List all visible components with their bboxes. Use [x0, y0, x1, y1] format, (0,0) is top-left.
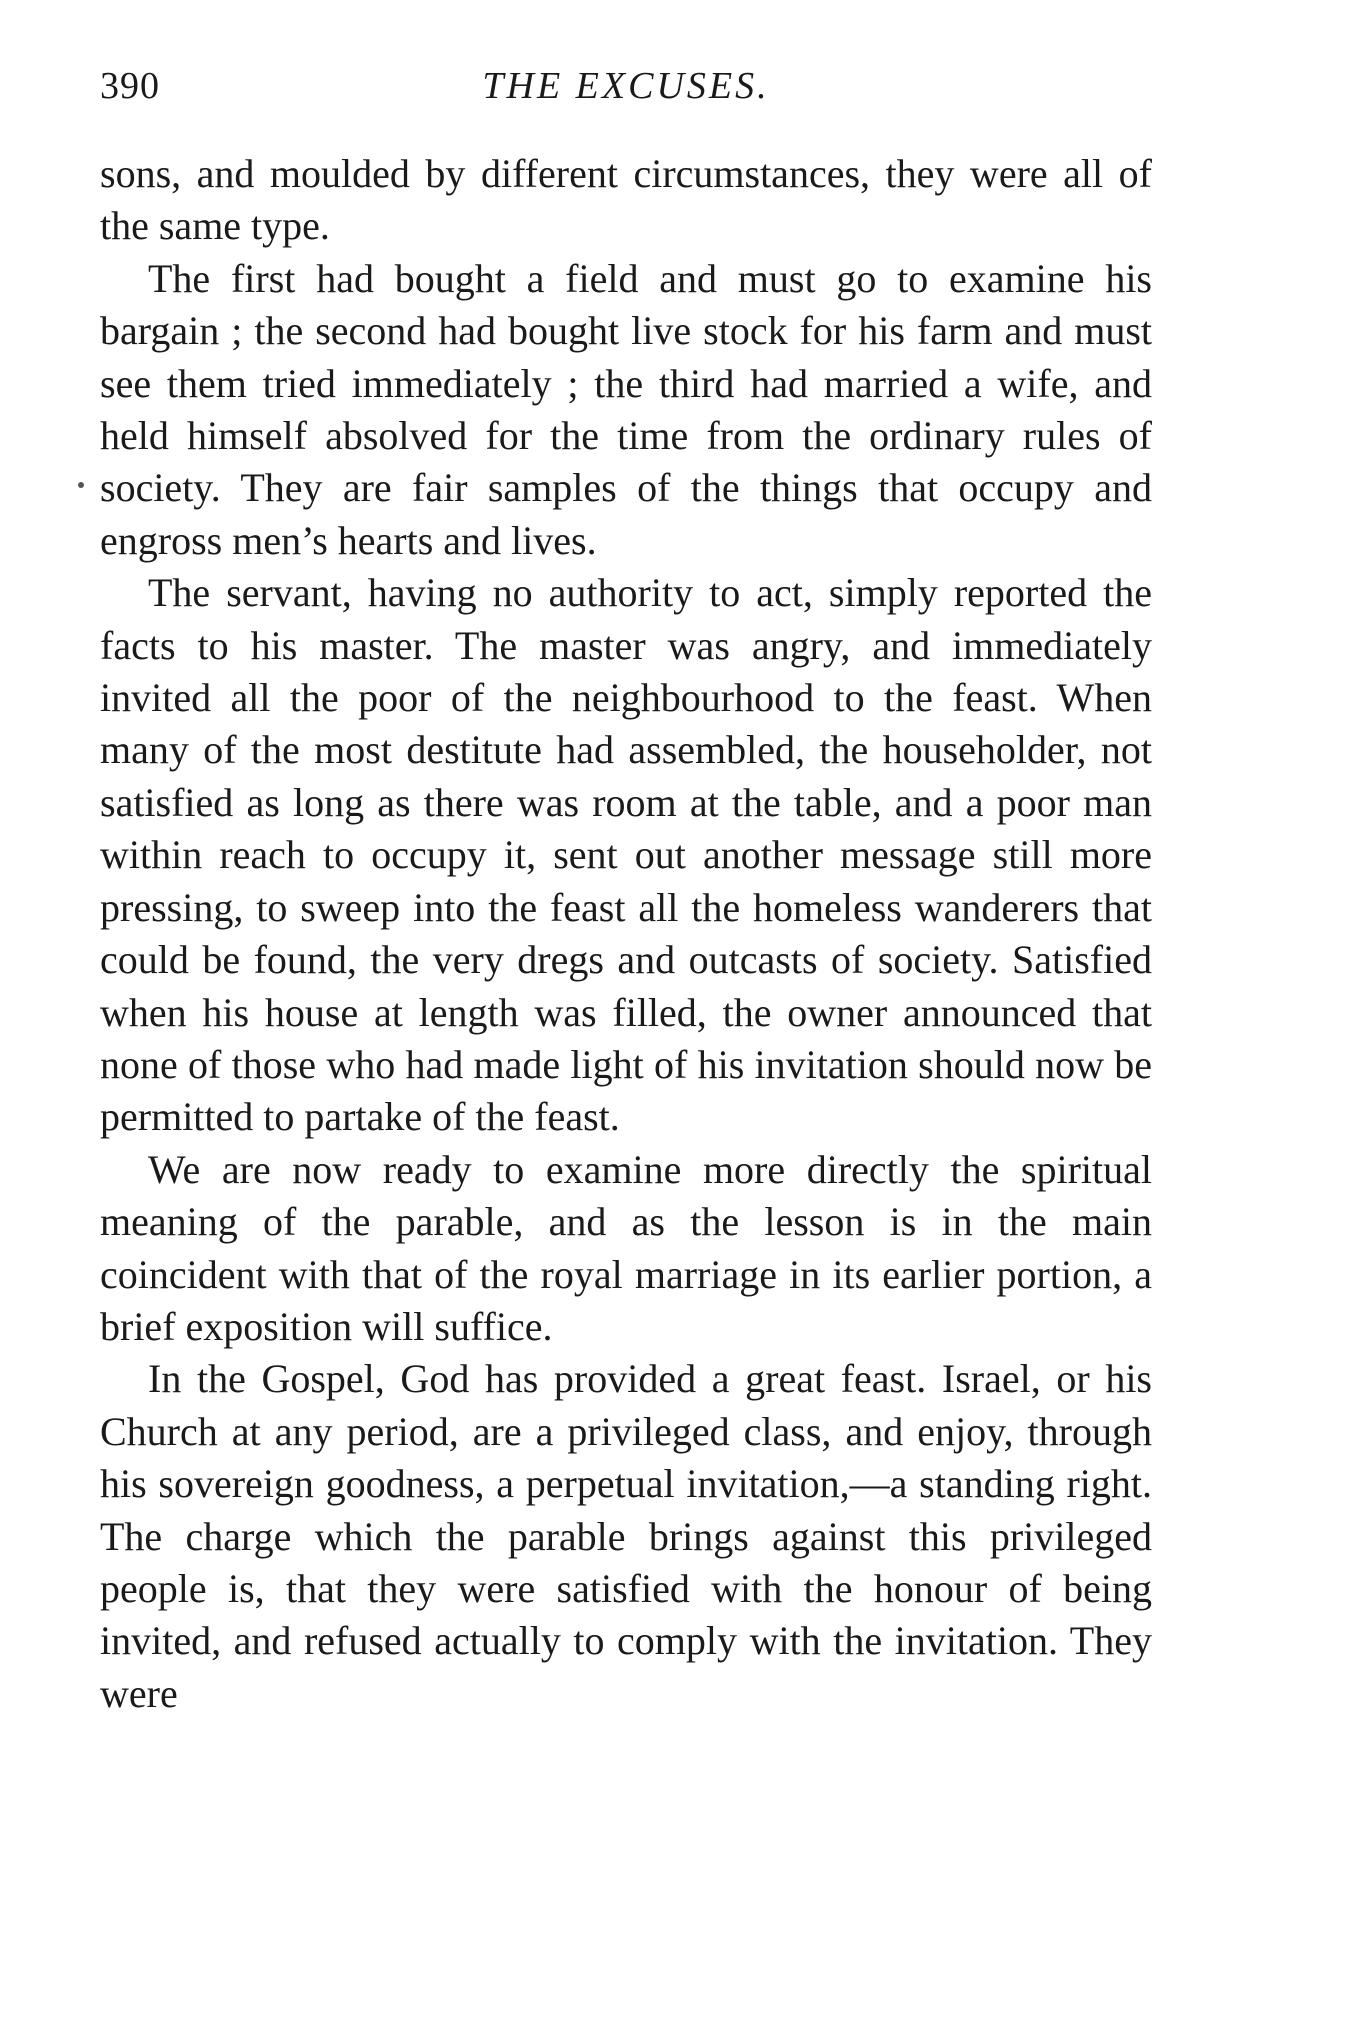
paragraph-gospel-feast: In the Gospel, God has provided a great feast. Israel, or his Church at any period, are a privileged class, and enjoy, through his sovereign goodness, a perpetual invitation,—a standing right. The charge which the parable brings against this privileged people is, that they were satisfied with the honour of being invited, and refused actually to comply with the invitation. They were [100, 1356, 1152, 1716]
margin-mark [78, 482, 84, 488]
page-number: 390 [100, 65, 160, 107]
paragraph-spiritual-meaning: We are now ready to examine more directly the spiritual meaning of the parable, and as the lesson is in the main coincident with that of the royal marriage in its earlier portion, a brief exposition will suffice. [100, 1146, 1152, 1349]
paragraph-excuses: The first had bought a field and must go to examine his bargain ; the second had bought live stock for his farm and must see them tried immediately ; the third had married a wife, and held himself absolved for the time from the ordinary rules of society. They are fair samples of the things that occupy and engross men’s hearts and lives. [100, 255, 1152, 563]
paragraph-continuation: sons, and moulded by different circumstances, they were all of the same type. [100, 151, 1152, 249]
running-title: THE EXCUSES. [482, 65, 770, 107]
book-page [100, 60, 1152, 1720]
running-head [100, 60, 1152, 112]
body-text [100, 148, 1152, 1720]
paragraph-servant-report: The servant, having no authority to act, simply reported the facts to his master. The master was angry, and immediately invited all the poor of the neighbourhood to the feast. When many of the most destitute had assembled, the householder, not satisfied as long as there was room at the table, and a poor man within reach to occupy it, sent out another message still more pressing, to sweep into the feast all the homeless wanderers that could be found, the very dregs and outcasts of society. Satisfied when his house at length was filled, the owner announced that none of those who had made light of his invitation should now be permitted to partake of the feast. [100, 570, 1152, 1140]
